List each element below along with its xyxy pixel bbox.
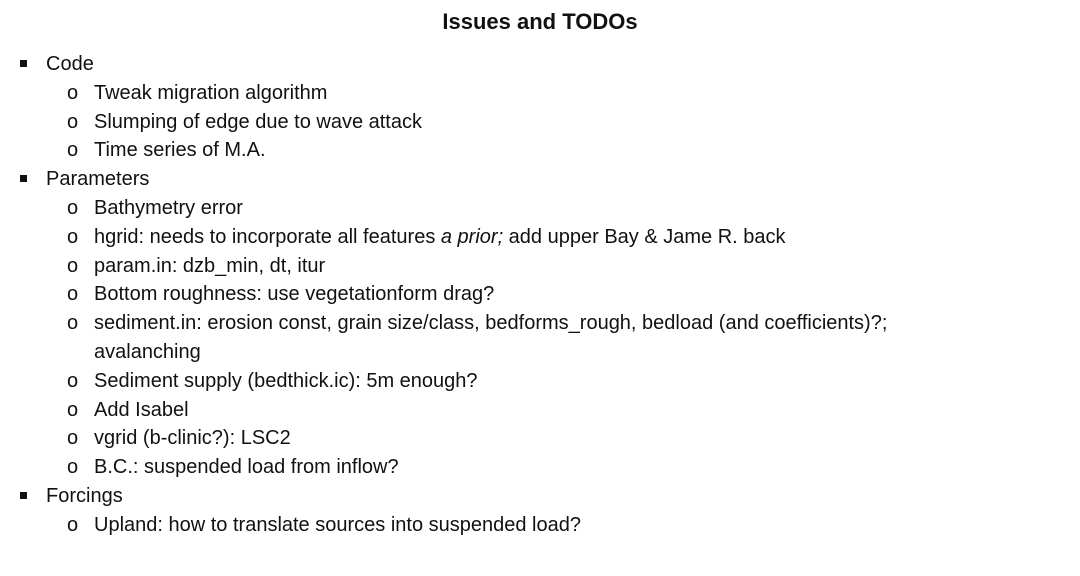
square-bullet-icon [20, 492, 27, 499]
list-item [0, 194, 1060, 223]
outline-list [0, 50, 1060, 540]
circle-bullet-icon: o [67, 427, 79, 450]
list-item [0, 396, 1060, 425]
item-text-emphasis: a prior; [440, 225, 504, 248]
item-text: Bathymetry error [94, 196, 243, 219]
section-parameters [0, 165, 1060, 482]
section-heading [0, 482, 1060, 511]
item-text: Upland: how to translate sources into suspended load? [94, 513, 581, 536]
item-text: avalanching [94, 340, 201, 363]
item-text-end: add upper Bay & Jame R. back [503, 225, 786, 248]
section-heading [0, 50, 1060, 79]
item-text: Slumping of edge due to wave attack [94, 110, 422, 133]
circle-bullet-icon: o [67, 196, 79, 219]
section-heading [0, 165, 1060, 194]
circle-bullet-icon: o [67, 513, 79, 536]
item-text: param.in: dzb_min, dt, itur [94, 254, 326, 277]
list-item [0, 252, 1060, 281]
circle-bullet-icon: o [67, 398, 79, 421]
slide-title: Issues and TODOs [442, 9, 638, 34]
item-text: sediment.in: erosion const, grain size/class, bedforms_rough, bedload (and coefficients)?; [94, 312, 888, 335]
section-label: Parameters [46, 168, 150, 191]
square-bullet-icon [20, 60, 27, 67]
list-item [0, 424, 1060, 453]
item-text: Sediment supply (bedthick.ic): 5m enough? [94, 369, 478, 392]
section-label: Code [46, 53, 94, 75]
circle-bullet-icon: o [67, 110, 79, 133]
list-item [0, 108, 1060, 137]
list-item [0, 136, 1060, 165]
circle-bullet-icon: o [67, 283, 79, 306]
item-text: vgrid (b-clinic?): LSC2 [94, 427, 291, 450]
circle-bullet-icon: o [67, 456, 79, 479]
item-text [94, 226, 786, 248]
list-item-continuation [0, 338, 1060, 367]
list-item [0, 280, 1060, 309]
list-item [0, 453, 1060, 482]
circle-bullet-icon: o [67, 225, 79, 248]
circle-bullet-icon: o [67, 254, 79, 277]
circle-bullet-icon: o [67, 81, 79, 104]
list-item [0, 511, 1060, 540]
section-code [0, 50, 1060, 165]
list-item [0, 79, 1060, 108]
list-item [0, 367, 1060, 396]
circle-bullet-icon: o [67, 312, 79, 335]
section-label: Forcings [46, 484, 123, 507]
item-text: Tweak migration algorithm [94, 81, 328, 104]
square-bullet-icon [20, 175, 27, 182]
section-forcings [0, 482, 1060, 540]
item-text: Time series of M.A. [94, 139, 266, 162]
list-item [0, 309, 1060, 338]
item-text-start: hgrid: needs to incorporate all features [94, 225, 441, 248]
circle-bullet-icon: o [67, 139, 79, 162]
item-text: Add Isabel [94, 398, 189, 421]
item-text: Bottom roughness: use vegetationform drag? [94, 283, 495, 306]
list-item [0, 223, 1060, 252]
item-text: B.C.: suspended load from inflow? [94, 456, 399, 479]
circle-bullet-icon: o [67, 369, 79, 392]
